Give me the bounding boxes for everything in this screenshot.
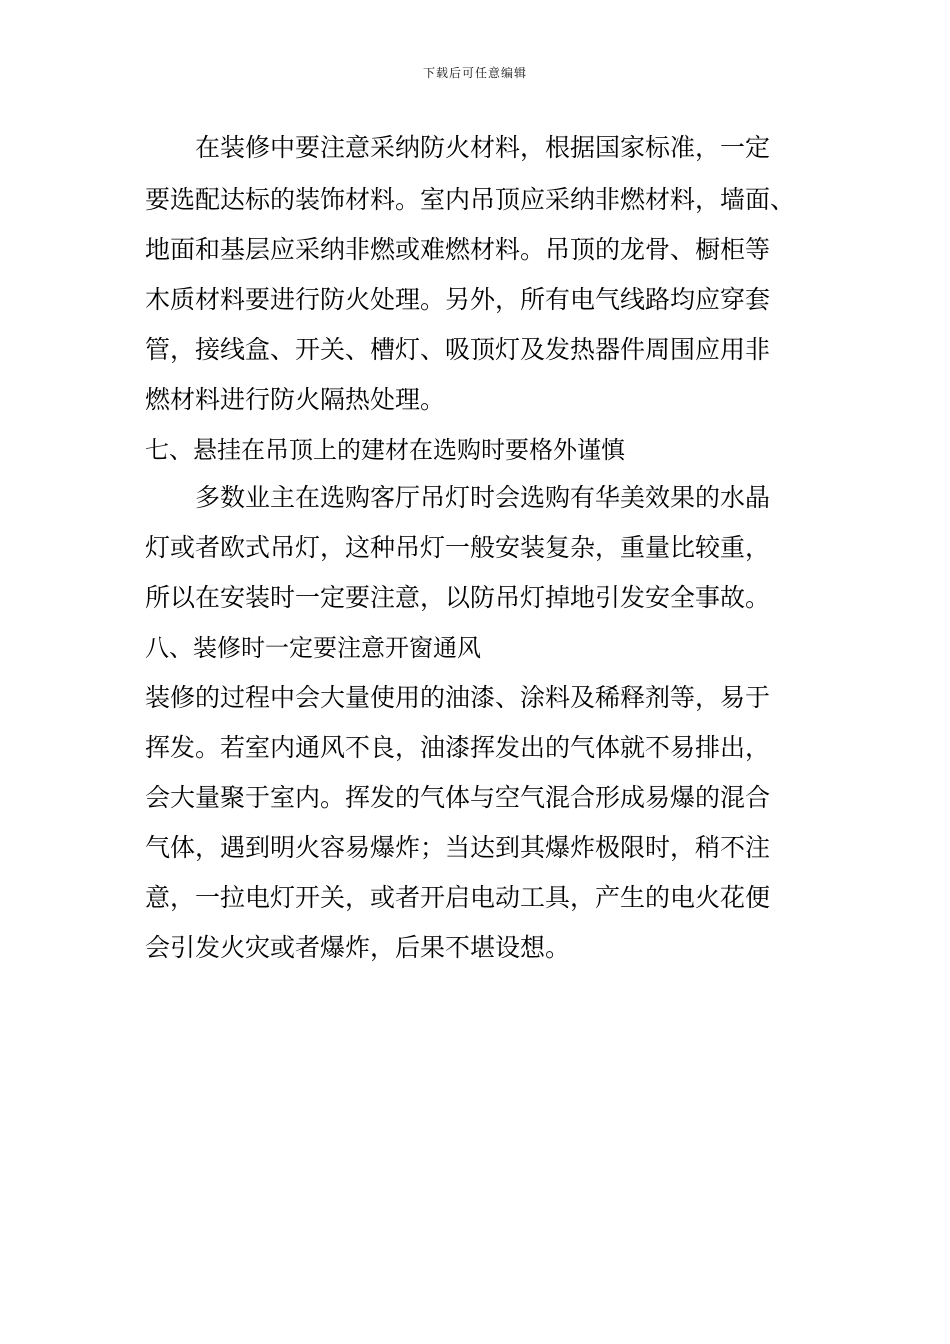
paragraph-line: 要选配达标的装饰材料。室内吊顶应采纳非燃材料，墙面、 — [145, 185, 796, 214]
paragraph-line: 气体，遇到明火容易爆炸；当达到其爆炸极限时，稍不注 — [145, 833, 771, 862]
paragraph-line: 地面和基层应采纳非燃或难燃材料。吊顶的龙骨、橱柜等 — [145, 235, 771, 264]
paragraph-line: 燃材料进行防火隔热处理。 — [145, 385, 446, 414]
paragraph-line: 装修的过程中会大量使用的油漆、涂料及稀释剂等，易于 — [145, 683, 771, 712]
paragraph-line: 意，一拉电灯开关，或者开启电动工具，产生的电火花便 — [145, 883, 771, 912]
paragraph-line: 在装修中要注意采纳防火材料，根据国家标准，一定 — [195, 133, 771, 162]
paragraph-line: 管，接线盒、开关、槽灯、吸顶灯及发热器件周围应用非 — [145, 335, 771, 364]
paragraph-line: 灯或者欧式吊灯，这种吊灯一般安装复杂，重量比较重， — [145, 533, 771, 562]
paragraph-line: 木质材料要进行防火处理。另外，所有电气线路均应穿套 — [145, 285, 771, 314]
paragraph-line: 多数业主在选购客厅吊灯时会选购有华美效果的水晶 — [195, 483, 771, 512]
paragraph-line: 所以在安装时一定要注意，以防吊灯掉地引发安全事故。 — [145, 583, 771, 612]
section-heading: 七、悬挂在吊顶上的建材在选购时要格外谨慎 — [145, 436, 625, 464]
header-note: 下载后可任意编辑 — [422, 66, 527, 80]
section-heading: 八、装修时一定要注意开窗通风 — [145, 634, 481, 662]
paragraph-line: 挥发。若室内通风不良，油漆挥发出的气体就不易排出， — [145, 733, 771, 762]
paragraph-line: 会引发火灾或者爆炸，后果不堪设想。 — [145, 933, 571, 962]
paragraph-line: 会大量聚于室内。挥发的气体与空气混合形成易爆的混合 — [145, 783, 771, 812]
